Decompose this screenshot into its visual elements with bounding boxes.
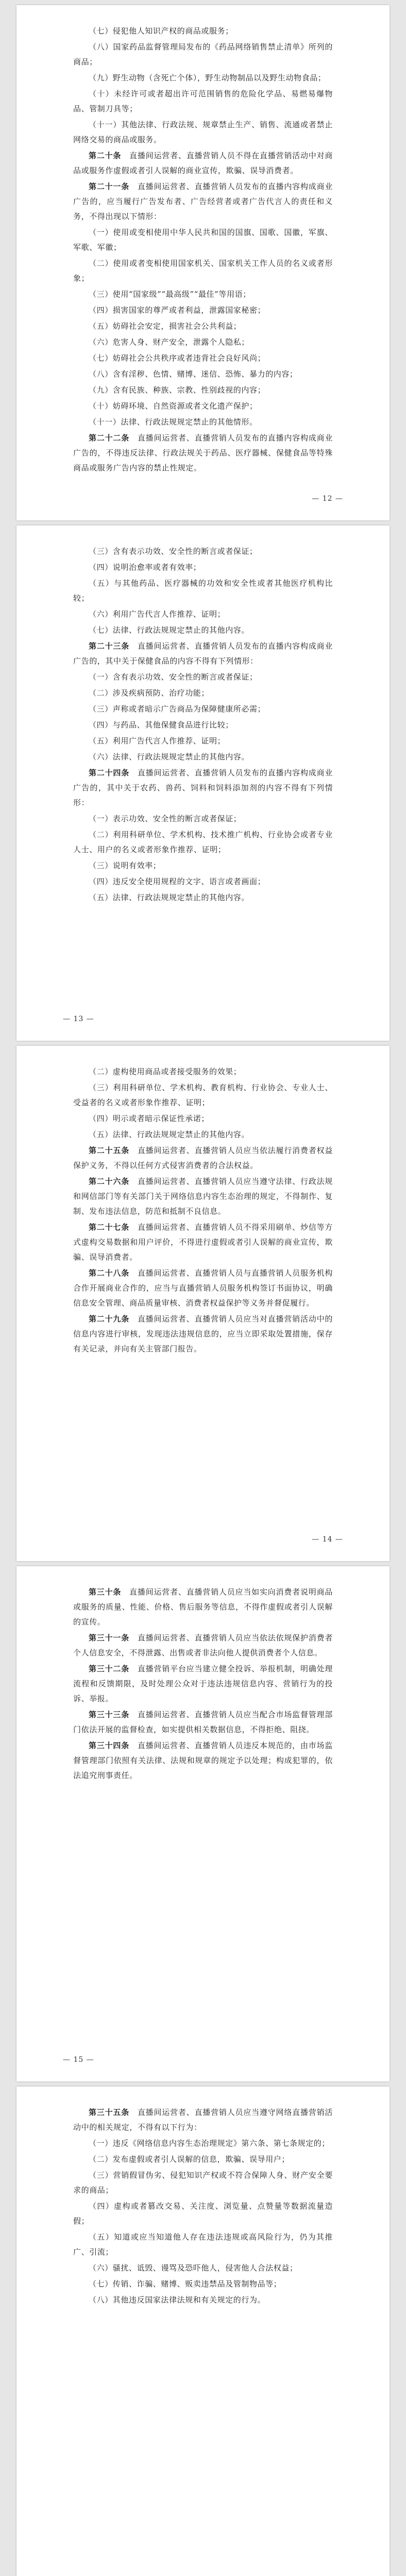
clause-paragraph [73, 686, 333, 701]
document-page-4 [16, 1566, 390, 2081]
paragraph-text: （二）使用或者变相使用国家机关、国家机关工作人员的名义或者形象； [73, 259, 333, 283]
paragraph-text: （四）虚构或者篡改交易、关注度、浏览量、点赞量等数据流量造假； [73, 2201, 333, 2226]
article-number: 第三十三条 [89, 1710, 130, 1719]
article-paragraph [73, 1174, 333, 1219]
paragraph-text: （五）法律、行政法规规定禁止的其他内容。 [89, 893, 250, 902]
paragraph-text: （二）发布虚假或者引人误解的信息，欺骗、误导用户； [89, 2155, 290, 2164]
paragraph-text: （十一）其他法律、行政法规、规章禁止生产、销售、流通或者禁止网络交易的商品或服务。 [73, 120, 333, 144]
clause-paragraph [73, 1127, 333, 1142]
paragraph-text: （一）表示功效、安全性的断言或者保证； [89, 814, 242, 823]
page-body [73, 544, 333, 905]
clause-paragraph [73, 367, 333, 382]
clause-paragraph [73, 87, 333, 116]
clause-paragraph [73, 890, 333, 905]
page-body [73, 24, 333, 476]
article-number: 第三十二条 [89, 1664, 130, 1673]
clause-paragraph [73, 1080, 333, 1110]
paragraph-text: （八）含有淫秽、色情、赌博、迷信、恐怖、暴力的内容； [89, 369, 298, 379]
article-paragraph [73, 1220, 333, 1265]
paragraph-text: （一）违反《网络信息内容生态治理规定》第六条、第七条规定的； [89, 2139, 330, 2148]
paragraph-text: （三）营销假冒伪劣、侵犯知识产权或不符合保障人身、财产安全要求的商品； [73, 2171, 333, 2195]
paragraph-text: （九）含有民族、种族、宗教、性别歧视的内容； [89, 385, 266, 395]
article-paragraph [73, 1266, 333, 1311]
clause-paragraph [73, 734, 333, 749]
paragraph-text: （三）声称或者暗示广告商品为保障健康所必需； [89, 704, 266, 714]
paragraph-text: 直播间运营者、直播营销人员不得采用刷单、炒信等方式虚构交易数据和用户评价，不得进行虚假或者引人误解的商业宣传，欺骗、误导消费者。 [73, 1223, 333, 1262]
paragraph-text: （六）骚扰、诋毁、谩骂及恐吓他人，侵害他人合法权益； [89, 2263, 298, 2273]
paragraph-text: （五）与其他药品、医疗器械的功效和安全性或者其他医疗机构比较； [73, 579, 333, 603]
article-number: 第三十四条 [89, 1741, 130, 1750]
paragraph-text: 直播营销平台应当建立健全投诉、举报机制，明确处理流程和反馈期限，及时处理公众对于违法违规信息内容、营销行为的投诉、举报。 [73, 1664, 333, 1703]
clause-paragraph [73, 319, 333, 334]
paragraph-text: （三）含有表示功效、安全性的断言或者保证； [89, 547, 258, 556]
article-number: 第二十一条 [89, 182, 130, 191]
paragraph-text: 直播间运营者、直播营销人员应当如实向消费者说明商品或服务的质量、性能、价格、售后服务等信息，不得作虚假或者引人误解的宣传。 [73, 1587, 333, 1626]
paragraph-text: （四）损害国家的尊严或者利益，泄露国家秘密； [89, 306, 266, 315]
paragraph-text: （九）野生动物（含死亡个体），野生动物制品以及野生动物食品； [89, 73, 326, 82]
page-number: — 13 — [63, 1015, 94, 1023]
clause-paragraph [73, 303, 333, 318]
paragraph-text: 直播间运营者、直播营销人员应当配合市场监督管理部门依法开展的监督检查，如实提供相关数据信息，不得拒绝、阻挠。 [73, 1710, 333, 1734]
clause-paragraph [73, 2199, 333, 2229]
article-number: 第三十条 [89, 1587, 122, 1597]
clause-paragraph [73, 544, 333, 559]
paragraph-text: 直播间运营者、直播营销人员违反本规范的，由市场监督管理部门依照有关法律、法规和规章的规定予以处理；构成犯罪的，依法追究刑事责任。 [73, 1741, 333, 1780]
paragraph-text: （四）说明治愈率或者有效率； [89, 563, 201, 572]
clause-paragraph [73, 256, 333, 286]
clause-paragraph [73, 351, 333, 366]
article-number: 第二十条 [89, 151, 122, 160]
article-paragraph [73, 2105, 333, 2135]
article-paragraph [73, 766, 333, 810]
paragraph-text: 直播间运营者、直播营销人员发布的直播内容构成商业广告的，不得违反法律、行政法规关于药品、医疗器械、保健食品等特殊商品或服务广告内容的禁止性规定。 [73, 433, 333, 472]
paragraph-text: （七）法律、行政法规规定禁止的其他内容。 [89, 625, 250, 635]
paragraph-text: （四）明示或者暗示保证性承诺； [89, 1114, 210, 1123]
clause-paragraph [73, 2152, 333, 2167]
article-number: 第二十七条 [89, 1223, 130, 1232]
article-number: 第三十五条 [89, 2108, 130, 2117]
clause-paragraph [73, 718, 333, 733]
clause-paragraph [73, 607, 333, 622]
clause-paragraph [73, 2293, 333, 2308]
clause-paragraph [73, 702, 333, 717]
article-paragraph [73, 1707, 333, 1737]
clause-paragraph [73, 399, 333, 414]
clause-paragraph [73, 335, 333, 350]
paragraph-text: （六）利用广告代言人作推荐、证明； [89, 609, 226, 619]
article-paragraph [73, 431, 333, 476]
paragraph-text: （三）说明有效率； [89, 861, 161, 870]
paragraph-text: 直播间运营者、直播营销人员应当对直播营销活动中的信息内容进行审核，发现违法违规信息的，应当立即采取处置措施，保存有关记录，并向有关主管部门报告。 [73, 1314, 333, 1353]
clause-paragraph [73, 24, 333, 39]
clause-paragraph [73, 750, 333, 765]
clause-paragraph [73, 383, 333, 398]
article-number: 第二十九条 [89, 1314, 130, 1324]
article-paragraph [73, 639, 333, 669]
document-page-2 [16, 526, 390, 1041]
paragraph-text: （七）传销、诈骗、赌博、贩卖违禁品及管制物品等； [89, 2279, 282, 2289]
article-paragraph [73, 1585, 333, 1630]
clause-paragraph [73, 811, 333, 826]
clause-paragraph [73, 1064, 333, 1079]
paragraph-text: （五）利用广告代言人作推荐、证明； [89, 736, 226, 745]
clause-paragraph [73, 2277, 333, 2292]
clause-paragraph [73, 1111, 333, 1126]
article-paragraph [73, 179, 333, 224]
paragraph-text: （六）法律、行政法规规定禁止的其他内容。 [89, 752, 250, 761]
clause-paragraph [73, 623, 333, 638]
paragraph-text: （五）妨碍社会安定，损害社会公共利益； [89, 321, 242, 331]
paragraph-text: （十）妨碍环境、自然资源或者文化遗产保护； [89, 401, 258, 411]
paragraph-text: （六）危害人身、财产安全，泄露个人隐私； [89, 337, 250, 347]
paragraph-text: （五）法律、行政法规规定禁止的其他内容。 [89, 1130, 250, 1139]
paragraph-text: 直播间运营者、直播营销人员应当遵守法律、行政法规和网信部门等有关部门关于网络信息内容生态治理的规定，不得制作、复制、发布违法信息，防范和抵制不良信息。 [73, 1177, 333, 1216]
clause-paragraph [73, 858, 333, 873]
paragraph-text: （二）涉及疾病预防、治疗功能； [89, 688, 210, 698]
paragraph-text: （七）妨碍社会公共秩序或者违背社会良好风尚； [89, 353, 266, 363]
article-number: 第二十四条 [89, 768, 130, 777]
clause-paragraph [73, 40, 333, 70]
paragraph-text: （四）违反安全使用规程的文字、语言或者画面； [89, 877, 266, 886]
paragraph-text: （十一）法律、行政法规规定禁止的其他情形。 [89, 417, 258, 427]
clause-paragraph [73, 2230, 333, 2260]
document-page-3 [16, 1046, 390, 1561]
document-page-5 [16, 2087, 390, 2576]
clause-paragraph [73, 117, 333, 147]
paragraph-text: 直播间运营者、直播营销人员发布的直播内容构成商业广告的，其中关于农药、兽药、饲料和饲料添加剂的内容不得有下列情形： [73, 768, 333, 807]
article-number: 第二十三条 [89, 641, 130, 651]
paragraph-text: 直播间运营者、直播营销人员发布的直播内容构成商业广告的，其中关于保健食品的内容不得有下列情形： [73, 641, 333, 666]
paragraph-text: （一）使用或变相使用中华人民共和国的国旗、国歌、国徽，军旗、军歌、军徽； [73, 228, 333, 252]
page-body [73, 2105, 333, 2308]
article-number: 第二十五条 [89, 1146, 130, 1155]
paragraph-text: 直播间运营者、直播营销人员不得在直播营销活动中对商品或服务作虚假或者引人误解的商业宣传，欺骗、误导消费者。 [73, 151, 333, 175]
paragraph-text: （七）侵犯他人知识产权的商品或服务； [89, 26, 233, 36]
article-number: 第三十一条 [89, 1633, 130, 1642]
article-paragraph [73, 1143, 333, 1173]
article-paragraph [73, 1631, 333, 1660]
paragraph-text: （一）含有表示功效、安全性的断言或者保证； [89, 672, 258, 682]
clause-paragraph [73, 225, 333, 255]
paragraph-text: （八）国家药品监督管理局发布的《药品网络销售禁止清单》所列的商品； [73, 42, 333, 66]
article-number: 第二十二条 [89, 433, 130, 443]
clause-paragraph [73, 415, 333, 430]
paragraph-text: 直播间运营者、直播营销人员发布的直播内容构成商业广告的，应当履行广告发布者、广告经营者或者广告代言人的责任和义务，不得出现以下情形： [73, 182, 333, 221]
page-body [73, 1064, 333, 1357]
document-page-1 [16, 5, 390, 520]
paragraph-text: 直播间运营者、直播营销人员与直播营销人员服务机构合作开展商业合作的，应当与直播营销人员服务机构签订书面协议，明确信息安全管理、商品质量审核、消费者权益保护等义务并督促履行。 [73, 1268, 333, 1308]
clause-paragraph [73, 560, 333, 575]
article-number: 第二十八条 [89, 1268, 130, 1278]
article-paragraph [73, 1738, 333, 1783]
article-paragraph [73, 1312, 333, 1357]
page-number: — 12 — [312, 495, 343, 503]
article-paragraph [73, 148, 333, 178]
paragraph-text: （二）利用科研单位、学术机构、技术推广机构、行业协会或者专业人士、用户的名义或者形象作推荐、证明； [73, 830, 333, 854]
paragraph-text: （二）虚构使用商品或者接受服务的效果； [89, 1067, 242, 1076]
page-number: — 14 — [312, 1535, 343, 1544]
paragraph-text: （四）与药品、其他保健食品进行比较； [89, 720, 233, 730]
paragraph-text: （三）利用科研单位、学术机构、教育机构、行业协会、专业人士、受益者的名义或者形象作推荐、证明； [73, 1083, 333, 1107]
article-number: 第二十六条 [89, 1177, 130, 1186]
paragraph-text: （八）其他违反国家法律法规和有关规定的行为。 [89, 2295, 266, 2304]
paragraph-text: 直播间运营者、直播营销人员应当遵守网络直播营销活动中的相关规定，不得有以下行为： [73, 2108, 333, 2132]
clause-paragraph [73, 874, 333, 889]
article-paragraph [73, 1662, 333, 1706]
paragraph-text: 直播间运营者、直播营销人员应当依法履行消费者权益保护义务，不得以任何方式侵害消费者的合法权益。 [73, 1146, 333, 1170]
paragraph-text: 直播间运营者、直播营销人员应当依法依规保护消费者个人信息安全，不得泄露、出售或者非法向他人提供消费者个人信息。 [73, 1633, 333, 1657]
page-number: — 15 — [63, 2056, 94, 2064]
clause-paragraph [73, 2136, 333, 2151]
clause-paragraph [73, 2261, 333, 2276]
clause-paragraph [73, 670, 333, 685]
paragraph-text: （十）未经许可或者超出许可范围销售的危险化学品、易燃易爆物品、管制刀具等； [73, 89, 333, 113]
clause-paragraph [73, 287, 333, 302]
page-body [73, 1585, 333, 1783]
clause-paragraph [73, 71, 333, 86]
clause-paragraph [73, 827, 333, 857]
clause-paragraph [73, 2168, 333, 2198]
paragraph-text: （三）使用“国家级”“最高级”“最佳”等用语； [89, 290, 251, 299]
paragraph-text: （五）知道或应当知道他人存在违法违规或高风险行为，仍为其推广、引流； [73, 2232, 333, 2257]
clause-paragraph [73, 576, 333, 606]
